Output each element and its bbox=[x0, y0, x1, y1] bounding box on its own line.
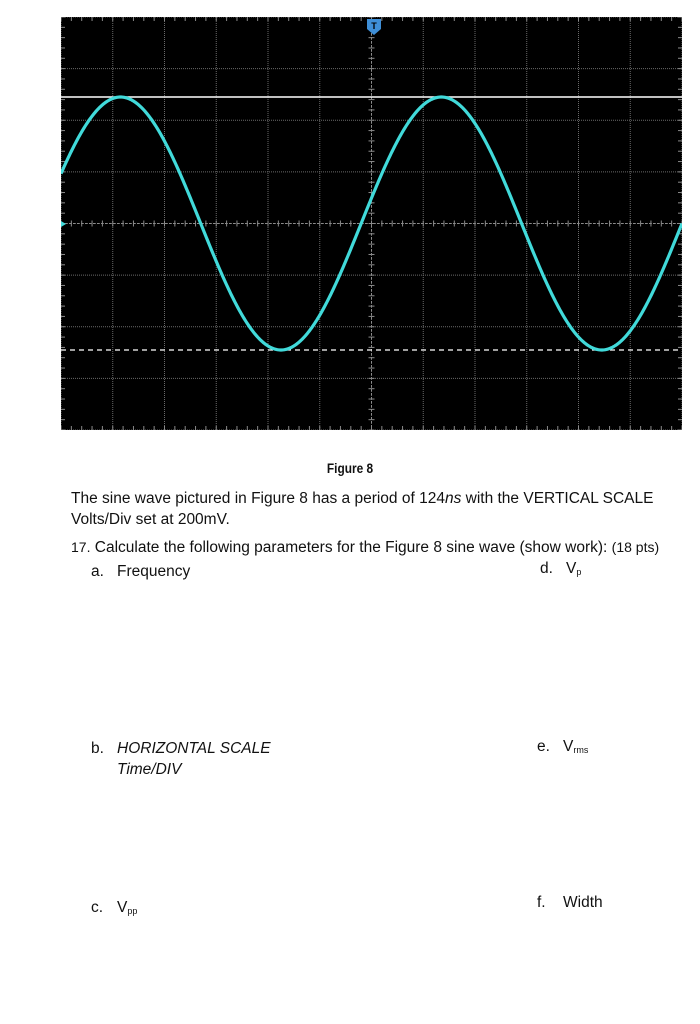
item-f-label: f. bbox=[537, 894, 546, 911]
item-e-sub: rms bbox=[573, 745, 589, 755]
intro-paragraph bbox=[71, 488, 691, 530]
question-17 bbox=[71, 539, 696, 557]
item-d-sub: p bbox=[576, 567, 582, 577]
intro-text-1: The sine wave pictured in Figure 8 has a period of 124 bbox=[71, 490, 445, 507]
intro-unit: ns bbox=[444, 490, 462, 507]
item-b-line1: HORIZONTAL SCALE bbox=[117, 740, 271, 757]
item-e-label: e. bbox=[537, 738, 550, 755]
item-a-label: a. bbox=[91, 563, 104, 580]
item-e-text: V bbox=[563, 738, 574, 755]
item-f bbox=[537, 892, 603, 913]
item-d bbox=[540, 558, 581, 583]
item-a bbox=[91, 561, 190, 582]
item-c-sub: pp bbox=[127, 906, 138, 916]
item-c-text: V bbox=[117, 899, 128, 916]
item-e bbox=[537, 736, 588, 761]
figure-caption: Figure 8 bbox=[326, 461, 374, 476]
question-text: Calculate the following parameters for the Figure 8 sine wave (show work): bbox=[90, 539, 612, 556]
item-b-label: b. bbox=[91, 740, 104, 757]
item-b bbox=[91, 738, 271, 780]
item-d-text: V bbox=[566, 560, 577, 577]
item-c-label: c. bbox=[91, 899, 104, 916]
question-points: (18 pts) bbox=[611, 539, 660, 555]
item-b-line2: Time/DIV bbox=[117, 761, 182, 778]
item-c bbox=[91, 897, 137, 922]
item-d-label: d. bbox=[540, 560, 553, 577]
item-a-text: Frequency bbox=[117, 563, 191, 580]
item-f-text: Width bbox=[563, 894, 603, 911]
question-number: 17. bbox=[71, 539, 91, 555]
oscilloscope-display bbox=[61, 17, 682, 430]
intro-text-2: with the VERTICAL SCALE Volts/Div set at 200mV. bbox=[71, 490, 654, 528]
svg-text:T: T bbox=[371, 21, 377, 31]
